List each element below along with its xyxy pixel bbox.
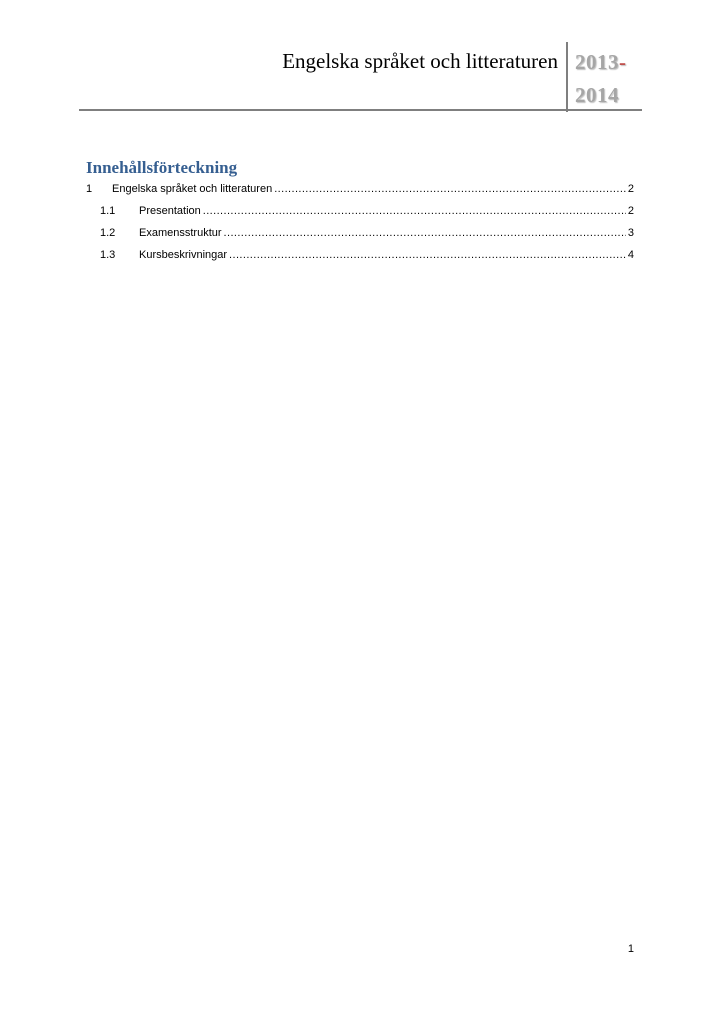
year-start: 2013 xyxy=(575,50,619,74)
toc-entry-title: Kursbeskrivningar xyxy=(139,249,228,261)
toc-entry-number: 1 xyxy=(86,183,93,195)
toc-entry-page: 2 xyxy=(627,205,634,217)
toc-entry-1-1[interactable] xyxy=(100,203,634,219)
toc-entry-title: Presentation xyxy=(139,205,201,217)
toc-entry-page: 3 xyxy=(627,227,634,239)
toc-entry-number: 1.3 xyxy=(100,249,116,261)
toc-leader-dots xyxy=(224,225,626,241)
toc-leader-dots xyxy=(229,247,626,263)
toc-leader-dots xyxy=(274,181,626,197)
header-horizontal-rule xyxy=(79,109,642,111)
toc-heading: Innehållsförteckning xyxy=(86,158,238,177)
toc-entry-title: Engelska språket och litteraturen xyxy=(112,183,273,195)
year-range-start xyxy=(575,49,627,75)
document-title: Engelska språket och litteraturen xyxy=(282,49,558,73)
year-dash: - xyxy=(619,50,627,74)
toc-entry-1-3[interactable] xyxy=(100,247,634,263)
page-number: 1 xyxy=(627,943,634,955)
toc-entry-1[interactable] xyxy=(86,181,634,197)
toc-entry-number: 1.1 xyxy=(100,205,116,217)
toc-leader-dots xyxy=(203,203,626,219)
toc-entry-number: 1.2 xyxy=(100,227,116,239)
toc-entry-page: 2 xyxy=(627,183,634,195)
toc-entry-page: 4 xyxy=(627,249,634,261)
header-vertical-rule xyxy=(566,42,568,112)
toc-entry-1-2[interactable] xyxy=(100,225,634,241)
toc-entry-title: Examensstruktur xyxy=(139,227,222,239)
year-end: 2014 xyxy=(575,83,619,107)
